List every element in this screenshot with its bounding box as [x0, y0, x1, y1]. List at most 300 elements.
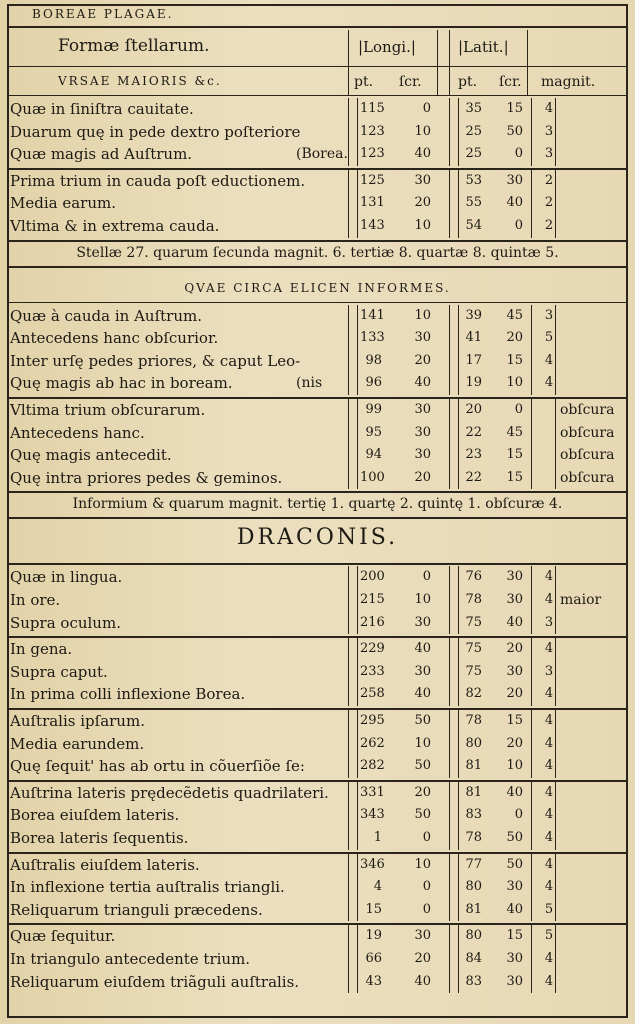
table-row [0, 143, 635, 165]
latitude-minutes: 30 [506, 569, 523, 585]
table-row [0, 782, 635, 804]
column-rule [555, 305, 556, 395]
column-rule [555, 782, 556, 850]
latitude-minutes: 15 [506, 447, 523, 463]
column-rule [531, 98, 532, 166]
magnitude-note: obſcura [560, 469, 615, 486]
column-header-forma: Formæ ſtellarum. [58, 36, 210, 56]
star-description: In inflexione tertia auſtralis triangli. [10, 878, 285, 897]
column-rule [458, 710, 459, 778]
magnitude: 5 [544, 330, 554, 346]
divider [7, 66, 628, 67]
magnitude-note: obſcura [560, 402, 615, 418]
column-rule [449, 854, 450, 922]
divider [7, 517, 628, 519]
column-header-latit: |Latit.| [458, 38, 509, 56]
section-heading-draconis: DRACONIS. [236, 525, 399, 551]
latitude-minutes: 20 [506, 330, 523, 346]
latitude-degrees: 20 [465, 402, 482, 417]
star-description: Auſtralis eiuſdem lateris. [10, 855, 200, 874]
table-row [0, 612, 635, 634]
magnitude-note: obſcura [560, 447, 615, 464]
latitude-degrees: 78 [465, 592, 482, 607]
latitude-degrees: 76 [465, 569, 482, 585]
longitude-degrees: 4 [373, 879, 382, 895]
longitude-degrees: 216 [360, 614, 385, 630]
table-row [0, 121, 635, 143]
column-rule [458, 305, 459, 395]
latitude-minutes: 10 [506, 375, 523, 391]
longitude-degrees: 133 [360, 330, 385, 346]
latitude-minutes: 15 [506, 928, 523, 944]
magnitude: 4 [544, 713, 554, 728]
column-rule [555, 925, 556, 993]
column-rule [348, 30, 349, 95]
longitude-degrees: 43 [365, 973, 382, 989]
longitude-minutes: 50 [414, 713, 431, 728]
latitude-minutes: 30 [506, 879, 523, 895]
longitude-degrees: 229 [360, 641, 385, 657]
longitude-degrees: 100 [360, 469, 385, 485]
divider [7, 95, 628, 96]
table-row [0, 467, 635, 489]
longitude-minutes: 20 [414, 469, 431, 485]
column-rule [348, 710, 349, 778]
longitude-degrees: 331 [360, 784, 385, 800]
column-rule [458, 854, 459, 922]
latitude-minutes: 20 [506, 641, 523, 657]
latitude-degrees: 35 [465, 101, 482, 116]
star-description: Antecedens hanc obſcurior. [10, 329, 219, 348]
table-row [0, 661, 635, 683]
table-row [0, 638, 635, 660]
column-rule [348, 399, 349, 489]
column-rule [357, 710, 358, 778]
longitude-minutes: 40 [414, 973, 431, 989]
latitude-degrees: 83 [465, 973, 482, 989]
row-note: (nis [296, 375, 323, 392]
divider [7, 302, 628, 303]
column-rule [555, 638, 556, 706]
latitude-minutes: 15 [506, 469, 523, 485]
longitude-degrees: 282 [360, 758, 385, 774]
star-description: Auſtrina lateris prędecẽdetis quadrilateri. [10, 783, 329, 802]
longitude-minutes: 30 [414, 614, 431, 630]
table-row [0, 804, 635, 826]
longitude-degrees: 343 [360, 807, 385, 823]
longitude-degrees: 1 [373, 830, 382, 845]
column-rule [458, 782, 459, 850]
latitude-minutes: 45 [506, 307, 523, 323]
table-row [0, 925, 635, 947]
latitude-degrees: 54 [465, 218, 482, 233]
latitude-minutes: 50 [506, 856, 523, 872]
longitude-degrees: 143 [360, 218, 385, 233]
longitude-minutes: 10 [414, 856, 431, 872]
star-description: Antecedens hanc. [10, 423, 145, 442]
column-rule [531, 710, 532, 778]
longitude-degrees: 99 [365, 402, 382, 417]
column-rule [458, 399, 459, 489]
table-row [0, 971, 635, 993]
star-description: Auſtralis ipſarum. [10, 712, 145, 730]
table-row [0, 755, 635, 777]
longitude-degrees: 98 [365, 352, 382, 368]
star-description: Duarum quę in pede dextro poſteriore [10, 122, 301, 141]
longitude-minutes: 50 [414, 758, 431, 774]
magnitude: 4 [544, 758, 554, 774]
longitude-degrees: 123 [360, 123, 385, 139]
column-rule [458, 925, 459, 993]
column-rule [348, 566, 349, 634]
longitude-minutes: 40 [414, 641, 431, 657]
column-rule [357, 854, 358, 922]
latitude-minutes: 0 [514, 807, 523, 823]
column-rule [531, 638, 532, 706]
longitude-minutes: 30 [414, 330, 431, 346]
star-description: Vltima trium obſcurarum. [10, 401, 206, 419]
longitude-minutes: 10 [414, 735, 431, 751]
latitude-degrees: 78 [465, 830, 482, 845]
star-description: In triangulo antecedente trium. [10, 950, 251, 968]
longitude-degrees: 200 [360, 569, 385, 585]
latitude-degrees: 39 [465, 307, 482, 323]
magnitude: 4 [544, 641, 554, 657]
column-header-longi-pt: pt. [354, 74, 374, 90]
star-description: Vltima & in extrema cauda. [10, 217, 220, 235]
longitude-degrees: 125 [360, 172, 385, 188]
latitude-degrees: 19 [465, 375, 482, 391]
magnitude: 3 [544, 123, 554, 139]
column-rule [357, 170, 358, 238]
star-description: Quæ ſequitur. [10, 927, 116, 946]
table-row [0, 215, 635, 237]
latitude-degrees: 81 [465, 758, 482, 774]
column-rule [449, 305, 450, 395]
magnitude: 5 [544, 901, 554, 917]
longitude-minutes: 10 [414, 307, 431, 323]
star-description: Media earundem. [10, 734, 145, 753]
latitude-degrees: 80 [465, 928, 482, 944]
column-rule [348, 925, 349, 993]
star-description: Reliquarum eiuſdem triãguli auſtralis. [10, 972, 300, 991]
magnitude: 4 [544, 807, 554, 823]
column-rule [449, 30, 450, 95]
column-rule [555, 98, 556, 166]
latitude-minutes: 40 [506, 901, 523, 917]
star-description: Borea lateris ſequentis. [10, 829, 189, 847]
column-rule [357, 782, 358, 850]
longitude-minutes: 40 [414, 375, 431, 391]
magnitude: 2 [544, 172, 554, 188]
star-description: Prima trium in cauda poſt eductionem. [10, 171, 306, 190]
latitude-minutes: 40 [506, 784, 523, 800]
section-heading-ursae: VRSAE MAIORIS &c. [58, 74, 222, 88]
column-rule [531, 305, 532, 395]
star-description: Quę intra priores pedes & geminos. [10, 468, 283, 487]
latitude-degrees: 22 [465, 469, 482, 485]
divider [7, 266, 628, 268]
section-summary: Informium & quarum magnit. tertię 1. quartę 2. quintę 1. obſcuræ 4. [72, 496, 563, 513]
table-row [0, 422, 635, 444]
longitude-degrees: 233 [360, 663, 385, 679]
latitude-degrees: 25 [465, 146, 482, 162]
longitude-degrees: 295 [360, 713, 385, 728]
magnitude-note: maior [560, 592, 602, 608]
latitude-minutes: 30 [506, 951, 523, 966]
latitude-minutes: 0 [514, 146, 523, 162]
magnitude: 3 [544, 663, 554, 679]
column-rule [437, 30, 438, 95]
table-row [0, 827, 635, 849]
section-heading-informes: QVAE CIRCA ELICEN INFORMES. [184, 280, 451, 295]
longitude-degrees: 346 [360, 856, 385, 872]
longitude-degrees: 262 [360, 735, 385, 751]
longitude-degrees: 141 [360, 307, 385, 323]
latitude-minutes: 20 [506, 735, 523, 751]
star-description: Inter urſę pedes priores, & caput Leo- [10, 351, 301, 370]
magnitude: 3 [544, 146, 554, 162]
latitude-degrees: 75 [465, 663, 482, 679]
table-row [0, 948, 635, 970]
magnitude: 5 [544, 928, 554, 944]
longitude-minutes: 10 [414, 123, 431, 139]
table-row [0, 170, 635, 192]
column-rule [555, 566, 556, 634]
column-rule [449, 710, 450, 778]
latitude-degrees: 77 [465, 856, 482, 872]
longitude-degrees: 258 [360, 686, 385, 702]
star-description: Reliquarum trianguli præcedens. [10, 900, 263, 919]
latitude-minutes: 30 [506, 172, 523, 188]
column-rule [348, 782, 349, 850]
latitude-degrees: 84 [465, 951, 482, 966]
column-rule [531, 170, 532, 238]
longitude-minutes: 40 [414, 146, 431, 162]
longitude-minutes: 30 [414, 424, 431, 440]
table-row [0, 327, 635, 349]
latitude-minutes: 10 [506, 758, 523, 774]
longitude-degrees: 115 [360, 101, 385, 116]
magnitude-note: obſcura [560, 424, 615, 441]
column-rule [555, 170, 556, 238]
longitude-minutes: 30 [414, 928, 431, 944]
table-row [0, 305, 635, 327]
magnitude: 2 [544, 218, 554, 233]
longitude-minutes: 0 [422, 101, 431, 116]
longitude-minutes: 50 [414, 807, 431, 823]
table-row [0, 399, 635, 421]
latitude-degrees: 83 [465, 807, 482, 823]
column-rule [555, 710, 556, 778]
magnitude: 4 [544, 951, 554, 966]
latitude-minutes: 50 [506, 830, 523, 845]
latitude-degrees: 81 [465, 901, 482, 917]
star-description: Quę magis ab hac in boream. [10, 374, 233, 393]
column-rule [458, 98, 459, 166]
latitude-minutes: 50 [506, 123, 523, 139]
magnitude: 4 [544, 592, 554, 607]
magnitude: 4 [544, 352, 554, 368]
star-description: In prima colli inflexione Borea. [10, 685, 246, 704]
longitude-minutes: 30 [414, 402, 431, 417]
divider [7, 26, 628, 28]
star-description: In ore. [10, 591, 61, 609]
column-rule [449, 170, 450, 238]
table-row [0, 683, 635, 705]
magnitude: 3 [544, 614, 554, 630]
table-row [0, 192, 635, 214]
column-header-latit-scr: ſcr. [499, 74, 522, 90]
magnitude: 3 [544, 307, 554, 323]
column-rule [348, 305, 349, 395]
star-description: Media earum. [10, 194, 116, 213]
column-rule [348, 170, 349, 238]
magnitude: 4 [544, 856, 554, 872]
column-rule [531, 399, 532, 489]
longitude-degrees: 123 [360, 146, 385, 162]
table-row [0, 566, 635, 588]
column-rule [449, 566, 450, 634]
star-description: Quæ in lingua. [10, 568, 123, 587]
running-head: BOREAE PLAGAE. [32, 7, 174, 21]
column-rule [357, 305, 358, 395]
latitude-minutes: 40 [506, 614, 523, 630]
latitude-minutes: 30 [506, 592, 523, 607]
magnitude: 4 [544, 735, 554, 751]
latitude-minutes: 0 [514, 218, 523, 233]
column-rule [555, 854, 556, 922]
column-rule [527, 30, 528, 95]
longitude-minutes: 20 [414, 352, 431, 368]
column-rule [357, 98, 358, 166]
star-description: In gena. [10, 640, 73, 659]
longitude-minutes: 30 [414, 447, 431, 463]
star-description: Borea eiuſdem lateris. [10, 806, 180, 825]
column-rule [555, 399, 556, 489]
longitude-minutes: 30 [414, 172, 431, 188]
section-summary: Stellæ 27. quarum ſecunda magnit. 6. tertiæ 8. quartæ 8. quintæ 5. [76, 244, 559, 261]
longitude-minutes: 20 [414, 195, 431, 211]
column-rule [348, 638, 349, 706]
magnitude: 2 [544, 195, 554, 211]
longitude-minutes: 0 [422, 901, 431, 917]
latitude-minutes: 40 [506, 195, 523, 211]
latitude-degrees: 82 [465, 686, 482, 702]
magnitude: 4 [544, 784, 554, 800]
latitude-degrees: 22 [465, 424, 482, 440]
star-description: Quæ in ſiniſtra cauitate. [10, 100, 194, 118]
magnitude: 4 [544, 569, 554, 585]
latitude-degrees: 80 [465, 879, 482, 895]
column-header-magnit: magnit. [541, 74, 596, 90]
longitude-degrees: 96 [365, 375, 382, 391]
column-rule [449, 399, 450, 489]
longitude-minutes: 30 [414, 663, 431, 679]
star-description: Quę magis antecedit. [10, 446, 172, 465]
star-description: Quæ à cauda in Auſtrum. [10, 306, 202, 325]
table-row [0, 854, 635, 876]
latitude-degrees: 80 [465, 735, 482, 751]
latitude-degrees: 53 [465, 172, 482, 188]
magnitude: 4 [544, 101, 554, 116]
longitude-degrees: 95 [365, 424, 382, 440]
table-row [0, 733, 635, 755]
longitude-minutes: 20 [414, 951, 431, 966]
latitude-minutes: 15 [506, 713, 523, 728]
latitude-minutes: 30 [506, 973, 523, 989]
column-header-latit-pt: pt. [458, 74, 478, 90]
latitude-degrees: 75 [465, 614, 482, 630]
column-rule [357, 399, 358, 489]
row-note: (Borea. [296, 146, 348, 163]
latitude-degrees: 81 [465, 784, 482, 800]
column-rule [531, 854, 532, 922]
latitude-degrees: 75 [465, 641, 482, 657]
magnitude: 4 [544, 830, 554, 845]
longitude-minutes: 10 [414, 218, 431, 233]
star-description: Quę ſequit' has ab ortu in cõuerſiõe ſe: [10, 757, 305, 776]
table-row [0, 444, 635, 466]
longitude-degrees: 19 [365, 928, 382, 944]
column-rule [357, 638, 358, 706]
latitude-minutes: 15 [506, 352, 523, 368]
column-rule [531, 782, 532, 850]
table-row [0, 372, 635, 394]
table-row [0, 710, 635, 732]
column-rule [458, 638, 459, 706]
latitude-minutes: 20 [506, 686, 523, 702]
column-rule [458, 170, 459, 238]
longitude-minutes: 10 [414, 592, 431, 607]
longitude-degrees: 66 [365, 951, 382, 966]
column-rule [531, 566, 532, 634]
column-rule [458, 566, 459, 634]
table-row [0, 589, 635, 611]
latitude-degrees: 25 [465, 123, 482, 139]
column-rule [357, 566, 358, 634]
latitude-degrees: 55 [465, 195, 482, 211]
longitude-degrees: 15 [365, 901, 382, 917]
star-description: Supra caput. [10, 662, 108, 681]
divider [7, 563, 628, 565]
star-description: Supra oculum. [10, 613, 121, 632]
magnitude: 4 [544, 375, 554, 391]
magnitude: 4 [544, 973, 554, 989]
latitude-degrees: 23 [465, 447, 482, 463]
latitude-minutes: 15 [506, 101, 523, 116]
table-row [0, 899, 635, 921]
latitude-minutes: 45 [506, 424, 523, 440]
table-row [0, 98, 635, 120]
column-rule [449, 925, 450, 993]
longitude-degrees: 131 [360, 195, 385, 211]
column-rule [531, 925, 532, 993]
latitude-degrees: 78 [465, 713, 482, 728]
latitude-degrees: 41 [465, 330, 482, 346]
column-rule [357, 925, 358, 993]
longitude-minutes: 40 [414, 686, 431, 702]
star-description: Quæ magis ad Auſtrum. [10, 145, 193, 164]
latitude-degrees: 17 [465, 352, 482, 368]
latitude-minutes: 30 [506, 663, 523, 679]
latitude-minutes: 0 [514, 402, 523, 417]
column-rule [449, 782, 450, 850]
column-header-longi: |Longi.| [358, 38, 416, 56]
longitude-minutes: 0 [422, 569, 431, 585]
longitude-degrees: 215 [360, 592, 385, 607]
column-rule [348, 854, 349, 922]
